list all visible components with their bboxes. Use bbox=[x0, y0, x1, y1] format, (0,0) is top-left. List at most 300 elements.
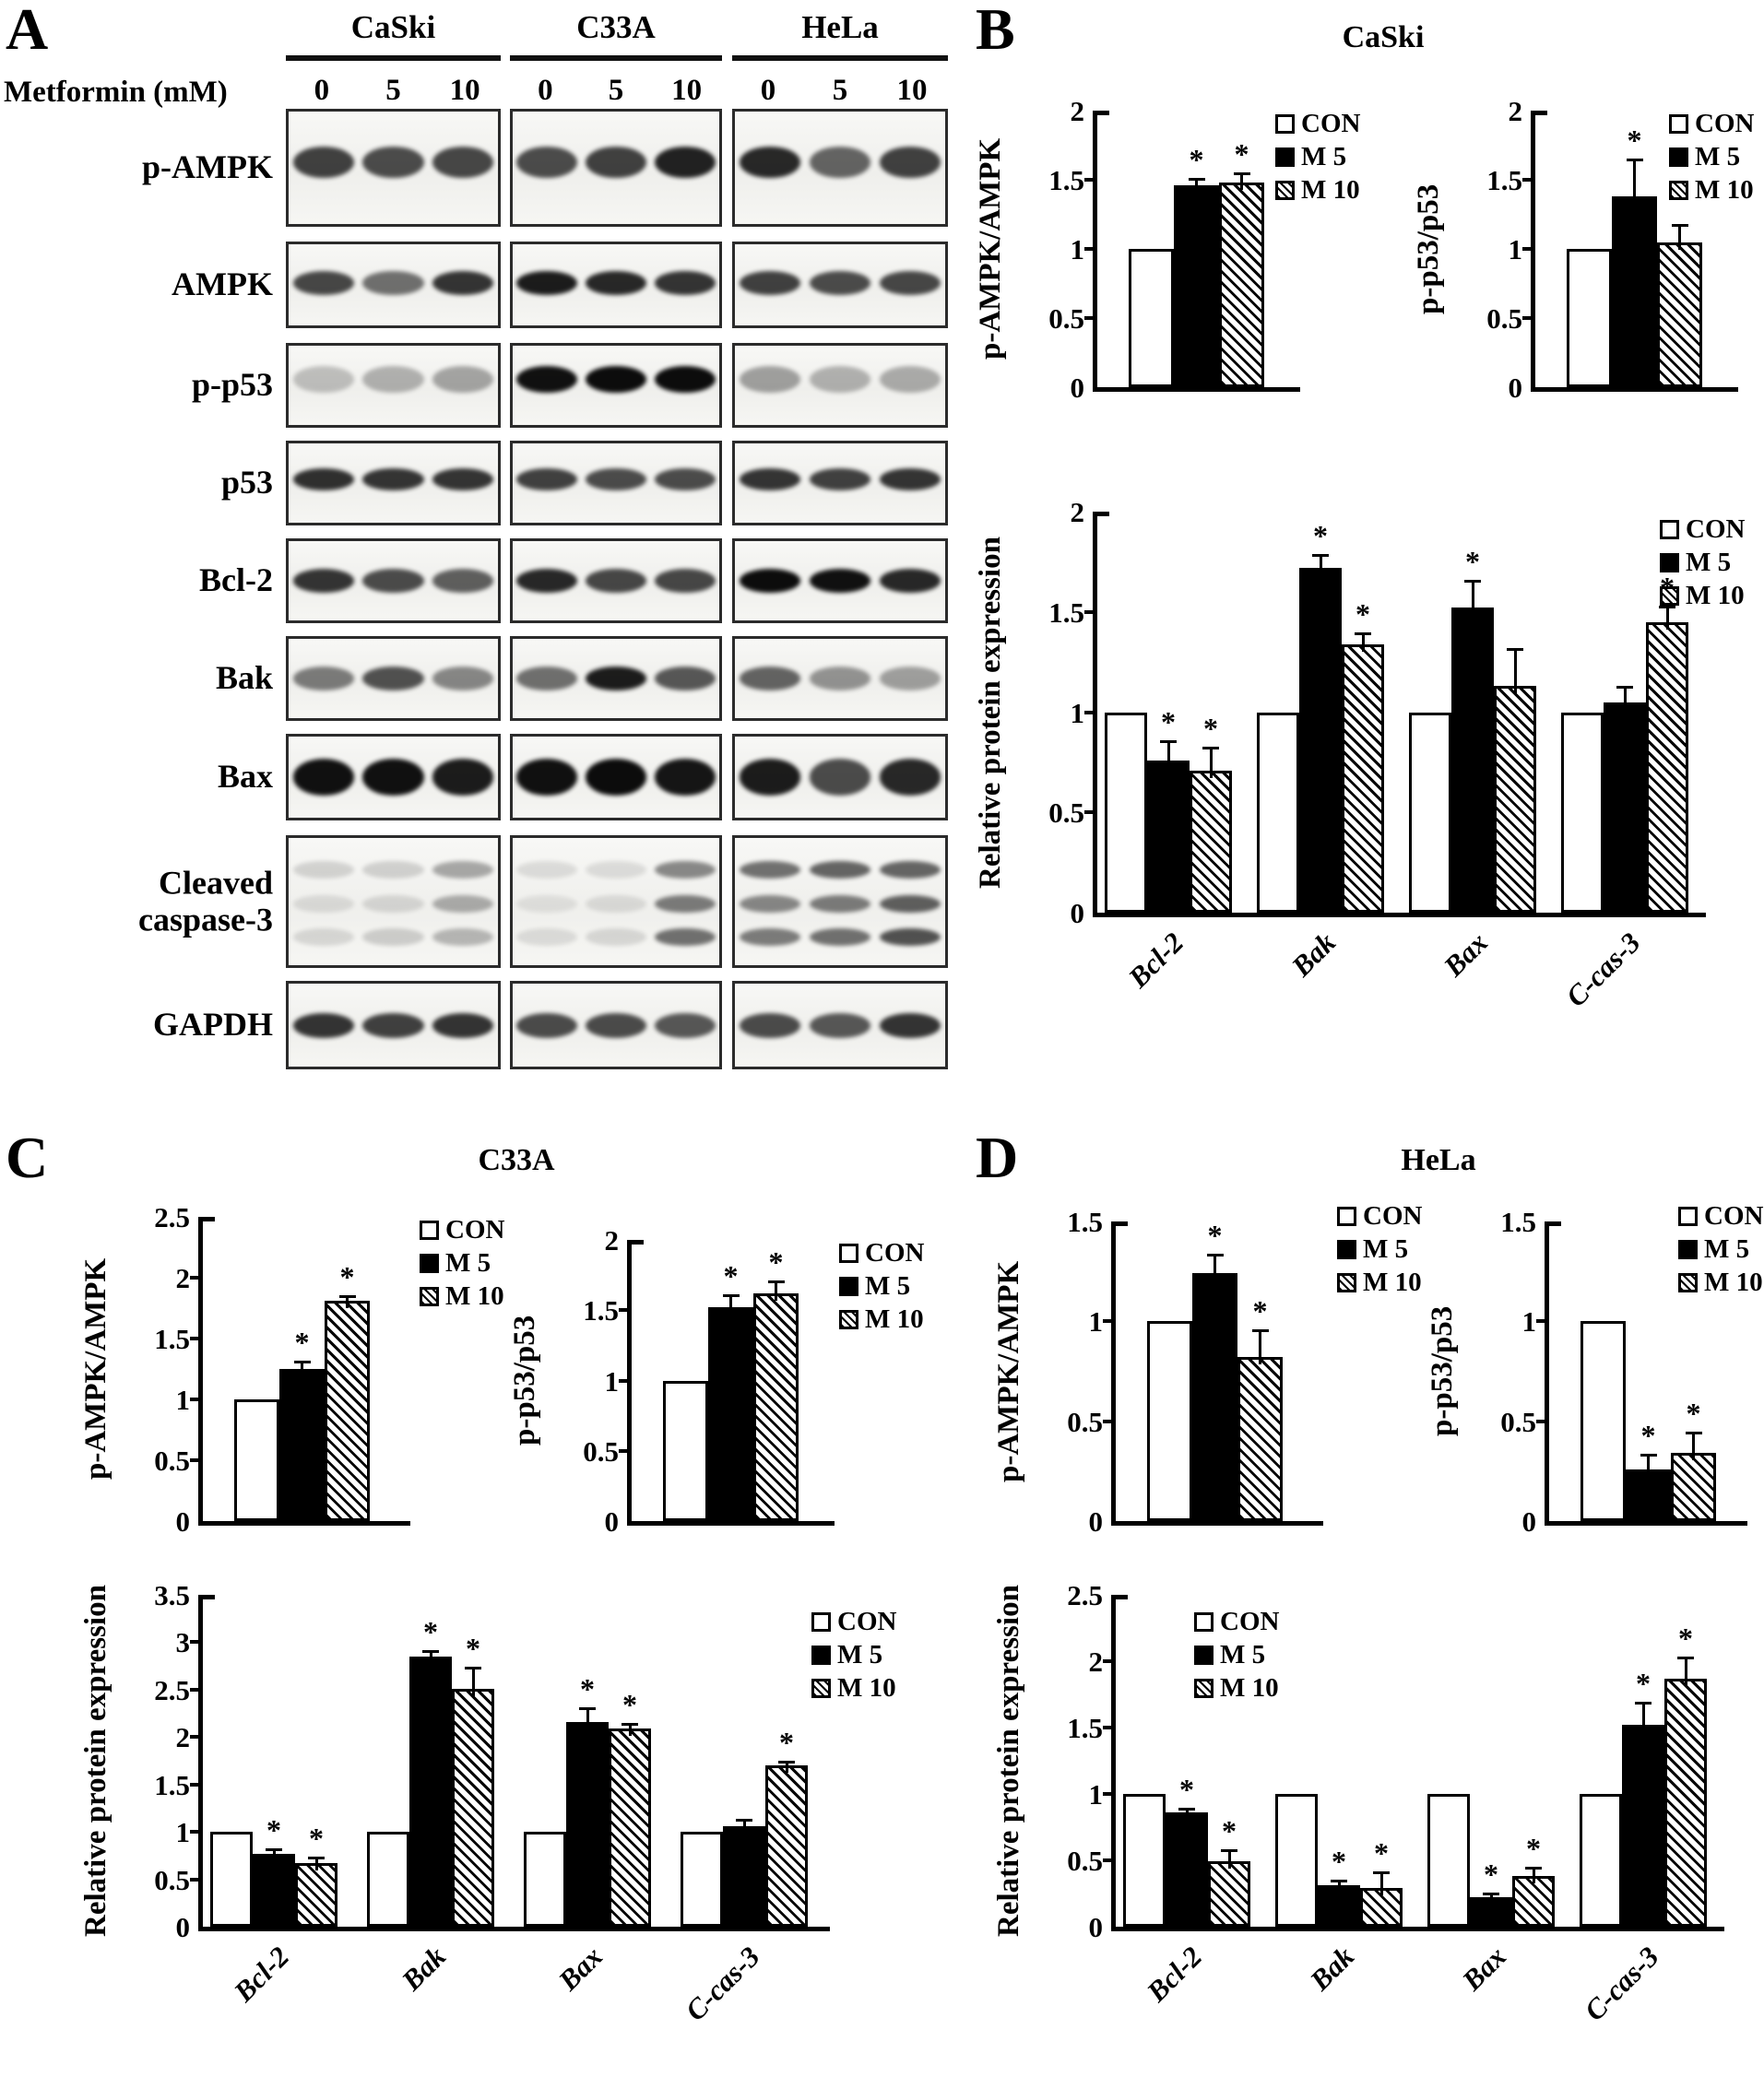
significance-asterisk: * bbox=[1374, 1836, 1389, 1870]
significance-asterisk: * bbox=[1484, 1858, 1498, 1892]
y-tick-mark bbox=[203, 1217, 215, 1221]
legend-label: M 5 bbox=[1704, 1234, 1750, 1264]
y-tick-mark bbox=[1116, 1221, 1128, 1226]
blot-lane bbox=[582, 639, 651, 718]
blot-band bbox=[362, 271, 424, 295]
blot-band bbox=[880, 895, 941, 913]
metformin-dose-label: Metformin (mM) bbox=[4, 76, 228, 109]
bar-con bbox=[1561, 713, 1604, 914]
y-axis-label: Relative protein expression bbox=[79, 1585, 112, 1937]
error-bar bbox=[1186, 1810, 1189, 1820]
y-tick-mark bbox=[190, 1276, 203, 1280]
legend-label: M 10 bbox=[1704, 1268, 1763, 1297]
legend-swatch-m10 bbox=[1194, 1679, 1213, 1698]
blot-band bbox=[740, 569, 801, 593]
dose-value: 10 bbox=[671, 74, 703, 107]
y-tick-mark bbox=[1536, 1420, 1549, 1423]
y-tick-label: 0 bbox=[604, 1505, 619, 1538]
y-tick-label: 2.5 bbox=[1067, 1579, 1103, 1611]
y-tick-mark bbox=[1535, 111, 1547, 115]
legend-swatch-m5 bbox=[811, 1646, 831, 1665]
significance-asterisk: * bbox=[1203, 711, 1218, 745]
legend-label: M 5 bbox=[865, 1271, 911, 1301]
header-underline bbox=[286, 55, 501, 61]
blot-lane bbox=[875, 737, 945, 818]
blot-band bbox=[293, 759, 355, 796]
error-bar bbox=[273, 1850, 276, 1861]
error-bar-cap bbox=[1627, 159, 1643, 161]
bar-con bbox=[663, 1381, 708, 1522]
blot-band bbox=[362, 667, 424, 690]
error-bar-cap bbox=[1355, 632, 1371, 635]
error-bar bbox=[1533, 1869, 1535, 1884]
blot-lane bbox=[513, 443, 582, 523]
significance-asterisk: * bbox=[309, 1821, 324, 1855]
legend-item bbox=[1194, 1642, 1279, 1669]
y-tick-mark bbox=[190, 1640, 203, 1644]
error-bar-cap bbox=[266, 1848, 282, 1851]
legend-label: M 5 bbox=[1695, 142, 1741, 171]
blot-band bbox=[586, 271, 646, 295]
blot-band bbox=[740, 759, 801, 796]
bar-con bbox=[210, 1832, 253, 1927]
category-label: Bak bbox=[1303, 1940, 1361, 1997]
y-tick-label: 1.5 bbox=[154, 1323, 190, 1355]
significance-asterisk: * bbox=[723, 1259, 739, 1292]
y-tick-label: 0.5 bbox=[1067, 1405, 1103, 1438]
significance-asterisk: * bbox=[768, 1245, 784, 1279]
significance-asterisk: * bbox=[1686, 1396, 1701, 1430]
blot-lane bbox=[875, 244, 945, 325]
error-bar-cap bbox=[622, 1723, 638, 1726]
legend-swatch-con bbox=[1275, 114, 1295, 134]
y-axis-label: Relative protein expression bbox=[974, 536, 1007, 889]
legend bbox=[1275, 111, 1360, 204]
header-underline bbox=[732, 55, 948, 61]
blot-lane bbox=[359, 737, 429, 818]
legend-swatch-con bbox=[1194, 1612, 1213, 1632]
blot-lane bbox=[875, 112, 945, 224]
blot-band bbox=[432, 569, 494, 593]
significance-asterisk: * bbox=[1313, 518, 1328, 552]
bar-con bbox=[234, 1399, 279, 1521]
category-label: Bcl-2 bbox=[1140, 1940, 1209, 2009]
legend-item bbox=[1337, 1269, 1422, 1296]
blot-box bbox=[510, 538, 722, 623]
error-bar-cap bbox=[1160, 740, 1177, 743]
error-bar bbox=[1678, 226, 1681, 250]
blot-band bbox=[362, 569, 424, 593]
y-tick-label: 2 bbox=[604, 1224, 619, 1256]
blot-lane bbox=[428, 112, 498, 224]
error-bar-cap bbox=[1178, 1808, 1195, 1811]
blot-band bbox=[880, 366, 941, 393]
error-bar-cap bbox=[736, 1819, 752, 1822]
legend-swatch-con bbox=[811, 1612, 831, 1632]
protein-label: Bcl-2 bbox=[199, 561, 273, 599]
y-tick-label: 1 bbox=[175, 1384, 190, 1416]
legend-label: M 10 bbox=[1695, 175, 1754, 205]
protein-label: p-p53 bbox=[191, 366, 273, 404]
legend-item bbox=[811, 1675, 896, 1702]
error-bar-cap bbox=[1312, 554, 1329, 557]
y-tick-label: 1.5 bbox=[1048, 596, 1084, 629]
blot-lane bbox=[650, 112, 719, 224]
blot-lane bbox=[428, 639, 498, 718]
category-label: Bcl-2 bbox=[227, 1940, 296, 2009]
legend-swatch-m10 bbox=[839, 1310, 858, 1329]
legend bbox=[1660, 516, 1745, 609]
y-tick-label: 1 bbox=[175, 1816, 190, 1849]
legend-swatch-m5 bbox=[1660, 553, 1679, 572]
protein-label: GAPDH bbox=[153, 1006, 273, 1044]
blot-band bbox=[293, 569, 355, 593]
significance-asterisk: * bbox=[1640, 1418, 1656, 1452]
bar-con bbox=[1580, 1794, 1622, 1927]
bar-con bbox=[367, 1832, 409, 1927]
y-tick-mark bbox=[1103, 1792, 1116, 1796]
blot-lane bbox=[650, 838, 719, 965]
blot-lane bbox=[875, 639, 945, 718]
blot-box bbox=[732, 981, 948, 1069]
y-tick-label: 0.5 bbox=[1486, 302, 1522, 335]
legend bbox=[420, 1217, 504, 1310]
y-tick-label: 2 bbox=[1508, 95, 1522, 127]
y-tick-mark bbox=[1097, 512, 1109, 516]
legend bbox=[1678, 1203, 1763, 1296]
error-bar bbox=[1472, 582, 1474, 615]
y-tick-label: 0.5 bbox=[583, 1434, 619, 1468]
y-tick-label: 0.5 bbox=[1500, 1405, 1536, 1438]
blot-band bbox=[586, 468, 646, 490]
y-axis-label: p-p53/p53 bbox=[1412, 183, 1445, 314]
error-bar bbox=[1228, 1851, 1231, 1870]
dose-value: 10 bbox=[449, 74, 480, 107]
blot-box bbox=[732, 242, 948, 328]
blot-lane bbox=[582, 838, 651, 965]
y-tick-mark bbox=[1103, 1659, 1116, 1663]
error-bar bbox=[586, 1709, 589, 1728]
blot-box bbox=[286, 636, 501, 721]
bar-m5 bbox=[708, 1307, 753, 1521]
blot-band bbox=[293, 928, 355, 946]
legend bbox=[811, 1609, 896, 1702]
blot-band bbox=[740, 147, 801, 178]
blot-box bbox=[286, 981, 501, 1069]
blot-lane bbox=[428, 346, 498, 425]
bar-m10 bbox=[1342, 644, 1384, 913]
error-bar bbox=[786, 1763, 788, 1773]
error-bar bbox=[1240, 174, 1243, 190]
bar-m5 bbox=[1192, 1273, 1237, 1521]
panel-d-letter: D bbox=[976, 1125, 1019, 1190]
error-bar bbox=[1633, 160, 1636, 204]
error-bar-cap bbox=[1525, 1867, 1542, 1870]
error-bar bbox=[1167, 742, 1170, 768]
blot-band bbox=[655, 667, 716, 690]
blot-band bbox=[432, 147, 494, 178]
bar-con bbox=[1129, 249, 1174, 387]
significance-asterisk: * bbox=[1222, 1813, 1237, 1847]
blot-band bbox=[516, 569, 577, 593]
y-tick-label: 0 bbox=[1088, 1911, 1103, 1943]
chart-caski-pampk-ampk bbox=[974, 95, 1361, 404]
error-bar-cap bbox=[1373, 1871, 1390, 1874]
category-label: Bcl-2 bbox=[1121, 926, 1190, 995]
legend-swatch-m10 bbox=[1678, 1273, 1698, 1292]
blot-band bbox=[432, 468, 494, 490]
error-bar-cap bbox=[723, 1294, 740, 1297]
y-tick-label: 1 bbox=[604, 1364, 619, 1398]
legend-label: M 5 bbox=[837, 1640, 883, 1669]
blot-lane bbox=[805, 541, 875, 620]
blot-band bbox=[432, 667, 494, 690]
blot-lane bbox=[359, 541, 429, 620]
cell-line-header: HeLa bbox=[801, 9, 879, 45]
legend-label: M 10 bbox=[1363, 1268, 1422, 1297]
blot-box bbox=[732, 343, 948, 428]
blot-band bbox=[740, 366, 801, 393]
blot-lane bbox=[289, 112, 359, 224]
bar-con bbox=[1275, 1794, 1318, 1927]
blot-band bbox=[740, 895, 801, 913]
error-bar-cap bbox=[1202, 747, 1219, 749]
blot-box bbox=[286, 242, 501, 328]
blot-band bbox=[810, 468, 871, 490]
blot-lane bbox=[805, 838, 875, 965]
cell-line-header: CaSki bbox=[350, 9, 436, 45]
protein-label: AMPK bbox=[172, 265, 273, 303]
error-bar-cap bbox=[1483, 1893, 1499, 1895]
legend bbox=[1669, 111, 1754, 204]
blot-lane bbox=[805, 244, 875, 325]
category-label: Bak bbox=[1285, 926, 1343, 983]
blot-lane bbox=[735, 838, 805, 965]
blot-lane bbox=[289, 639, 359, 718]
blot-band bbox=[362, 759, 424, 796]
blot-band bbox=[655, 928, 716, 946]
error-bar bbox=[1647, 1456, 1650, 1477]
error-bar bbox=[301, 1363, 303, 1376]
blot-band bbox=[880, 569, 941, 593]
bar-m5 bbox=[1451, 608, 1494, 913]
y-tick-mark bbox=[1549, 1221, 1561, 1226]
significance-asterisk: * bbox=[1526, 1831, 1541, 1865]
y-tick-label: 1 bbox=[1521, 1305, 1536, 1339]
bar-m10 bbox=[452, 1689, 494, 1927]
bar-con bbox=[1147, 1321, 1192, 1521]
blot-box bbox=[732, 538, 948, 623]
legend-label: M 5 bbox=[1220, 1640, 1266, 1669]
y-tick-label: 2 bbox=[175, 1262, 190, 1294]
error-bar-cap bbox=[1252, 1329, 1269, 1332]
bar-m5 bbox=[1622, 1725, 1664, 1927]
blot-lane bbox=[650, 443, 719, 523]
blot-lane bbox=[428, 838, 498, 965]
protein-label: Bak bbox=[215, 659, 273, 697]
blot-band bbox=[810, 928, 871, 946]
blot-band bbox=[740, 1013, 801, 1038]
blot-band bbox=[293, 861, 355, 879]
y-tick-mark bbox=[1103, 1319, 1116, 1323]
bar-m5 bbox=[1612, 196, 1657, 387]
error-bar-cap bbox=[1677, 1657, 1694, 1659]
cell-line-header: C33A bbox=[576, 9, 656, 45]
blot-band bbox=[432, 366, 494, 393]
protein-label: Cleaved caspase-3 bbox=[138, 864, 273, 938]
blot-lane bbox=[289, 541, 359, 620]
y-tick-mark bbox=[1103, 1420, 1116, 1423]
significance-asterisk: * bbox=[423, 1614, 438, 1648]
blot-box bbox=[286, 538, 501, 623]
error-bar-cap bbox=[579, 1707, 596, 1710]
y-axis-label: p-p53/p53 bbox=[508, 1315, 541, 1445]
bar-m10 bbox=[1237, 1357, 1283, 1521]
legend-swatch-m10 bbox=[1669, 181, 1688, 200]
bar-m5 bbox=[1626, 1469, 1671, 1521]
y-axis-label: p-AMPK/AMPK bbox=[974, 137, 1007, 360]
blot-band bbox=[880, 861, 941, 879]
category-label: C-cas-3 bbox=[679, 1940, 766, 2027]
error-bar bbox=[1210, 749, 1213, 778]
significance-asterisk: * bbox=[1161, 705, 1176, 739]
bar-m10 bbox=[1190, 771, 1232, 913]
blot-box bbox=[510, 981, 722, 1069]
blot-band bbox=[740, 271, 801, 295]
legend-item bbox=[1678, 1203, 1763, 1230]
blot-box bbox=[732, 734, 948, 820]
bar-con bbox=[1123, 1794, 1166, 1927]
blot-band bbox=[880, 271, 941, 295]
blot-box bbox=[510, 441, 722, 525]
blot-lane bbox=[359, 244, 429, 325]
bar-m5 bbox=[1147, 761, 1190, 913]
blot-lane bbox=[650, 346, 719, 425]
legend-label: M 5 bbox=[445, 1248, 491, 1278]
blot-lane bbox=[359, 346, 429, 425]
legend-item bbox=[1275, 111, 1360, 137]
legend-label: M 10 bbox=[1686, 581, 1745, 610]
significance-asterisk: * bbox=[1465, 545, 1480, 579]
y-tick-label: 2 bbox=[175, 1721, 190, 1754]
bar-m5 bbox=[409, 1657, 452, 1927]
blot-band bbox=[810, 861, 871, 879]
error-bar bbox=[1514, 650, 1517, 693]
y-tick-label: 2 bbox=[1088, 1646, 1103, 1678]
blot-lane bbox=[735, 112, 805, 224]
error-bar bbox=[729, 1296, 732, 1315]
significance-asterisk: * bbox=[779, 1726, 794, 1760]
blot-band bbox=[810, 667, 871, 690]
blot-band bbox=[362, 895, 424, 913]
protein-label: p-AMPK bbox=[142, 148, 273, 186]
significance-asterisk: * bbox=[580, 1672, 595, 1706]
y-tick-mark bbox=[1084, 247, 1097, 251]
error-bar-cap bbox=[768, 1280, 785, 1283]
category-label: Bak bbox=[395, 1940, 453, 1997]
blot-lane bbox=[735, 244, 805, 325]
legend-item bbox=[1275, 177, 1360, 204]
error-bar-cap bbox=[1189, 178, 1205, 181]
blot-band bbox=[362, 928, 424, 946]
blot-band bbox=[293, 667, 355, 690]
blot-band bbox=[362, 1013, 424, 1038]
y-axis-label: p-AMPK/AMPK bbox=[992, 1260, 1025, 1482]
error-bar bbox=[629, 1725, 632, 1736]
blot-band bbox=[586, 759, 646, 796]
blot-lane bbox=[735, 639, 805, 718]
blot-band bbox=[516, 667, 577, 690]
legend-swatch-m5 bbox=[839, 1277, 858, 1296]
chart-c33a-protein-expression bbox=[79, 1579, 897, 2027]
legend-swatch-con bbox=[420, 1221, 439, 1240]
blot-lane bbox=[513, 838, 582, 965]
bar-con bbox=[1257, 713, 1299, 914]
error-bar bbox=[1692, 1433, 1695, 1461]
legend-swatch-m10 bbox=[811, 1679, 831, 1698]
chart-hela-pp53-p53 bbox=[1426, 1201, 1764, 1538]
bar-m10 bbox=[1208, 1861, 1250, 1927]
blot-lane bbox=[650, 984, 719, 1067]
y-tick-label: 0 bbox=[1070, 372, 1084, 404]
y-tick-label: 0.5 bbox=[154, 1863, 190, 1896]
y-tick-label: 1.5 bbox=[1048, 164, 1084, 196]
blot-band bbox=[516, 1013, 577, 1038]
chart-hela-pampk-ampk bbox=[992, 1201, 1423, 1538]
bar-m5 bbox=[1299, 568, 1342, 913]
bar-m10 bbox=[325, 1301, 370, 1521]
y-tick-label: 1.5 bbox=[1500, 1206, 1536, 1238]
legend-swatch-m5 bbox=[420, 1254, 439, 1273]
bar-m5 bbox=[1166, 1812, 1208, 1927]
chart-caski-pp53-p53 bbox=[1412, 95, 1755, 404]
legend-label: CON bbox=[865, 1238, 925, 1268]
error-bar-cap bbox=[1616, 686, 1633, 689]
panel-c-title: C33A bbox=[478, 1143, 555, 1177]
blot-lane bbox=[875, 346, 945, 425]
blot-lane bbox=[582, 984, 651, 1067]
blot-band bbox=[810, 366, 871, 393]
error-bar bbox=[1490, 1894, 1493, 1905]
blot-lane bbox=[735, 984, 805, 1067]
blot-band bbox=[740, 928, 801, 946]
blot-box bbox=[732, 636, 948, 721]
legend-swatch-m10 bbox=[420, 1287, 439, 1306]
blot-lane bbox=[513, 639, 582, 718]
blot-lane bbox=[805, 112, 875, 224]
y-tick-label: 0.5 bbox=[1048, 302, 1084, 335]
error-bar bbox=[1320, 556, 1322, 575]
y-tick-mark bbox=[1116, 1595, 1128, 1599]
legend-item bbox=[839, 1306, 924, 1333]
bar-m5 bbox=[279, 1369, 325, 1521]
protein-label: Bax bbox=[217, 758, 273, 796]
blot-band bbox=[880, 1013, 941, 1038]
y-tick-mark bbox=[190, 1688, 203, 1692]
error-bar-cap bbox=[465, 1667, 481, 1669]
legend-label: CON bbox=[1686, 514, 1746, 544]
blot-lane bbox=[875, 984, 945, 1067]
error-bar-cap bbox=[1672, 224, 1688, 227]
y-tick-mark bbox=[1084, 316, 1097, 320]
y-tick-label: 1 bbox=[1070, 233, 1084, 265]
legend-swatch-con bbox=[1660, 520, 1679, 539]
y-tick-label: 0.5 bbox=[1048, 796, 1084, 830]
blot-box bbox=[510, 242, 722, 328]
y-tick-label: 0.5 bbox=[1067, 1845, 1103, 1877]
y-tick-mark bbox=[1097, 111, 1109, 115]
blot-lane bbox=[428, 984, 498, 1067]
